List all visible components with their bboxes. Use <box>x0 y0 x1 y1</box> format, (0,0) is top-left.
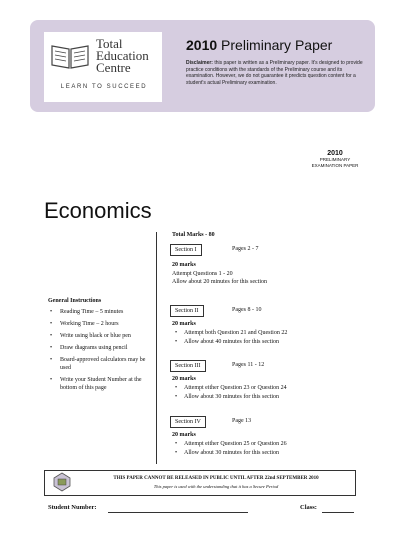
section-1-marks: 20 marks <box>172 262 196 268</box>
section-2-label: Section II <box>170 305 204 317</box>
release-notice-box <box>44 470 356 496</box>
general-instructions-title: General Instructions <box>48 298 102 304</box>
section-3-instruction: • Allow about 30 minutes for this section <box>184 393 279 401</box>
section-2-instruction: • Attempt both Question 21 and Question 22 <box>184 329 287 337</box>
student-number-label: Student Number: <box>48 504 97 511</box>
section-4-instruction: • Attempt either Question 25 or Question 26 <box>184 440 287 448</box>
open-book-icon <box>50 40 90 70</box>
class-label: Class: <box>300 504 317 511</box>
total-marks: Total Marks - 80 <box>172 232 215 238</box>
section-4-pages: Page 13 <box>232 418 252 424</box>
section-1-instruction: Allow about 20 minutes for this section <box>172 279 267 285</box>
section-1-instruction: Attempt Questions 1 - 20 <box>172 271 233 277</box>
brand-tagline: LEARN TO SUCCEED <box>60 84 148 90</box>
instruction-item: • Working Time – 2 hours <box>60 320 152 328</box>
section-3-pages: Pages 11 - 12 <box>232 362 265 368</box>
class-field[interactable] <box>322 512 354 513</box>
section-2-instruction: • Allow about 40 minutes for this section <box>184 338 279 346</box>
instruction-item: • Reading Time – 5 minutes <box>60 308 152 316</box>
instruction-item: • Write your Student Number at the bottom of this page <box>60 376 152 392</box>
section-1-pages: Pages 2 - 7 <box>232 246 259 252</box>
subject-title: Economics <box>44 198 152 223</box>
seal-icon <box>52 472 72 492</box>
section-3-instruction: • Attempt either Question 23 or Question 24 <box>184 384 287 392</box>
section-1-label: Section I <box>170 244 202 256</box>
disclaimer: Disclaimer: this paper is written as a Preliminary paper. It's designed to provide practice conditions with the standards of the Preliminary course and its examination. However, we do not guarantee it predicts question content for a student's actual Preliminary examination. <box>186 60 363 86</box>
section-4-marks: 20 marks <box>172 432 196 438</box>
divider-line <box>156 232 157 464</box>
paper-title: 2010 Preliminary Paper <box>186 37 333 53</box>
section-3-marks: 20 marks <box>172 376 196 382</box>
secure-period-note: This paper is used with the understanding that it has a Secure Period <box>153 484 279 489</box>
release-notice: THIS PAPER CANNOT BE RELEASED IN PUBLIC UNTIL AFTER 22nd SEPTEMBER 2010 <box>113 476 319 481</box>
section-4-label: Section IV <box>170 416 206 428</box>
section-4-instruction: • Allow about 30 minutes for this section <box>184 449 279 457</box>
section-2-marks: 20 marks <box>172 321 196 327</box>
section-3-label: Section III <box>170 360 206 372</box>
instruction-item: • Write using black or blue pen <box>60 332 152 340</box>
exam-label: 2010 PRELIMINARY EXAMINATION PAPER <box>311 150 359 168</box>
instruction-item: • Board-approved calculators may be used <box>60 356 152 372</box>
student-number-field[interactable] <box>108 512 248 513</box>
section-2-pages: Pages 8 - 10 <box>232 307 262 313</box>
brand-name: Total Education Centre <box>96 36 149 75</box>
instruction-item: • Draw diagrams using pencil <box>60 344 152 352</box>
